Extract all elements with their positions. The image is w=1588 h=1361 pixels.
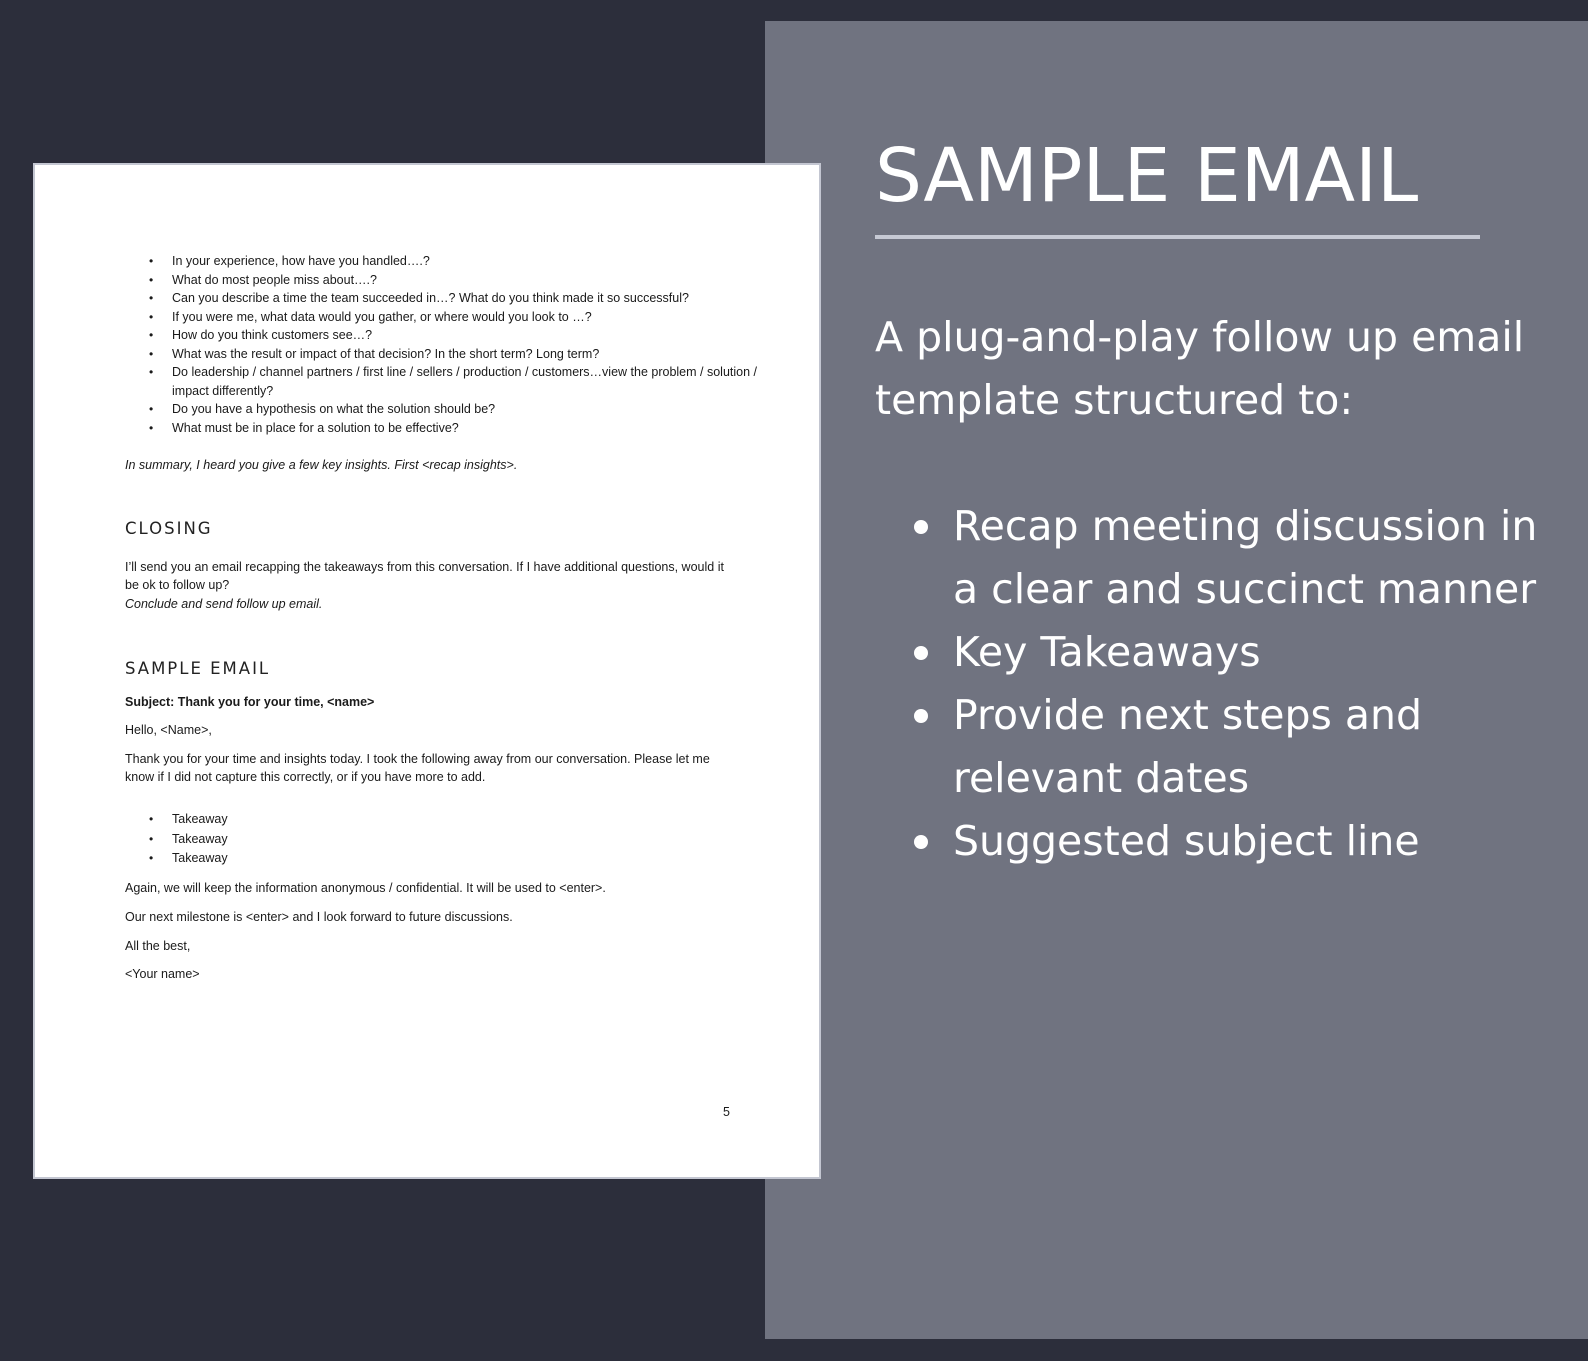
- bullet-icon: •: [149, 254, 154, 268]
- list-item: [125, 271, 765, 290]
- panel-title: SAMPLE EMAIL: [875, 133, 1419, 219]
- summary-text: In summary, I heard you give a few key insights. First <recap insights>.: [125, 458, 518, 472]
- closing-heading: CLOSING: [125, 519, 213, 538]
- signature-text: <Your name>: [125, 967, 200, 981]
- question-text: What must be in place for a solution to be effective?: [172, 420, 459, 435]
- question-text: What do most people miss about….?: [172, 272, 377, 287]
- list-item: [125, 308, 765, 327]
- list-item: [125, 363, 765, 400]
- list-item: [125, 400, 765, 419]
- list-item: [125, 326, 765, 345]
- bullet-icon: •: [149, 328, 154, 342]
- list-item: [125, 849, 228, 869]
- bullet-icon: •: [149, 365, 154, 379]
- question-text: What was the result or impact of that decision? In the short term? Long term?: [172, 346, 600, 361]
- list-item: [125, 830, 228, 850]
- list-item: [125, 419, 765, 438]
- feature-text: Provide next steps and relevant dates: [953, 691, 1423, 802]
- takeaway-list: [125, 810, 228, 869]
- bullet-icon: •: [149, 272, 154, 287]
- takeaway-text: Takeaway: [172, 851, 228, 865]
- bullet-icon: [914, 646, 928, 660]
- list-item: [125, 289, 765, 308]
- email-heading: SAMPLE EMAIL: [125, 659, 271, 678]
- takeaway-text: Takeaway: [172, 831, 228, 846]
- list-item: [125, 345, 765, 364]
- bullet-icon: •: [149, 346, 154, 361]
- question-text: How do you think customers see…?: [172, 328, 373, 342]
- bullet-icon: [914, 835, 928, 849]
- email-greeting: Hello, <Name>,: [125, 723, 212, 737]
- bullet-icon: •: [149, 831, 154, 846]
- bullet-icon: •: [149, 420, 154, 435]
- confidential-text: Again, we will keep the information anonymous / confidential. It will be used to <enter>.: [125, 881, 606, 895]
- takeaway-text: Takeaway: [172, 812, 228, 826]
- bullet-icon: •: [149, 812, 154, 826]
- feature-text: Key Takeaways: [953, 628, 1261, 676]
- page-number: 5: [723, 1105, 730, 1119]
- closing-text: I’ll send you an email recapping the takeaways from this conversation. If I have additional questions, would it be ok to follow up?: [125, 560, 724, 592]
- milestone-text: Our next milestone is <enter> and I look forward to future discussions.: [125, 910, 513, 924]
- question-text: If you were me, what data would you gather, or where would you look to …?: [172, 309, 592, 324]
- closing-note: Conclude and send follow up email.: [125, 597, 323, 611]
- bullet-icon: •: [149, 851, 154, 865]
- question-text: In your experience, how have you handled….?: [172, 254, 430, 268]
- email-body: Thank you for your time and insights today. I took the following away from our conversation. Please let me know if I did not capture this correctly, or if you have more to add.: [125, 752, 710, 784]
- bullet-icon: •: [149, 309, 154, 324]
- question-text: Can you describe a time the team succeeded in…? What do you think made it so successful?: [172, 291, 689, 305]
- feature-item: [875, 621, 1575, 684]
- title-underline: [875, 235, 1480, 239]
- list-item: [125, 810, 228, 830]
- bullet-icon: [914, 520, 928, 534]
- feature-text: Recap meeting discussion in a clear and succinct manner: [953, 502, 1538, 613]
- document-page: [33, 163, 821, 1179]
- bullet-icon: [914, 709, 928, 723]
- panel-intro: A plug-and-play follow up email template structured to:: [875, 313, 1525, 424]
- question-list: [125, 252, 765, 437]
- email-subject: Subject: Thank you for your time, <name>: [125, 695, 375, 709]
- feature-item: [875, 810, 1575, 873]
- info-panel: [765, 21, 1588, 1339]
- question-text: Do you have a hypothesis on what the solution should be?: [172, 402, 496, 416]
- list-item: [125, 252, 765, 271]
- feature-item: [875, 495, 1575, 621]
- bullet-icon: •: [149, 291, 154, 305]
- signoff-text: All the best,: [125, 939, 191, 953]
- question-text: Do leadership / channel partners / first line / sellers / production / customers…view the problem / solution / impact differently?: [172, 365, 757, 398]
- feature-list: [875, 495, 1575, 873]
- feature-text: Suggested subject line: [953, 817, 1420, 865]
- feature-item: [875, 684, 1575, 810]
- bullet-icon: •: [149, 402, 154, 416]
